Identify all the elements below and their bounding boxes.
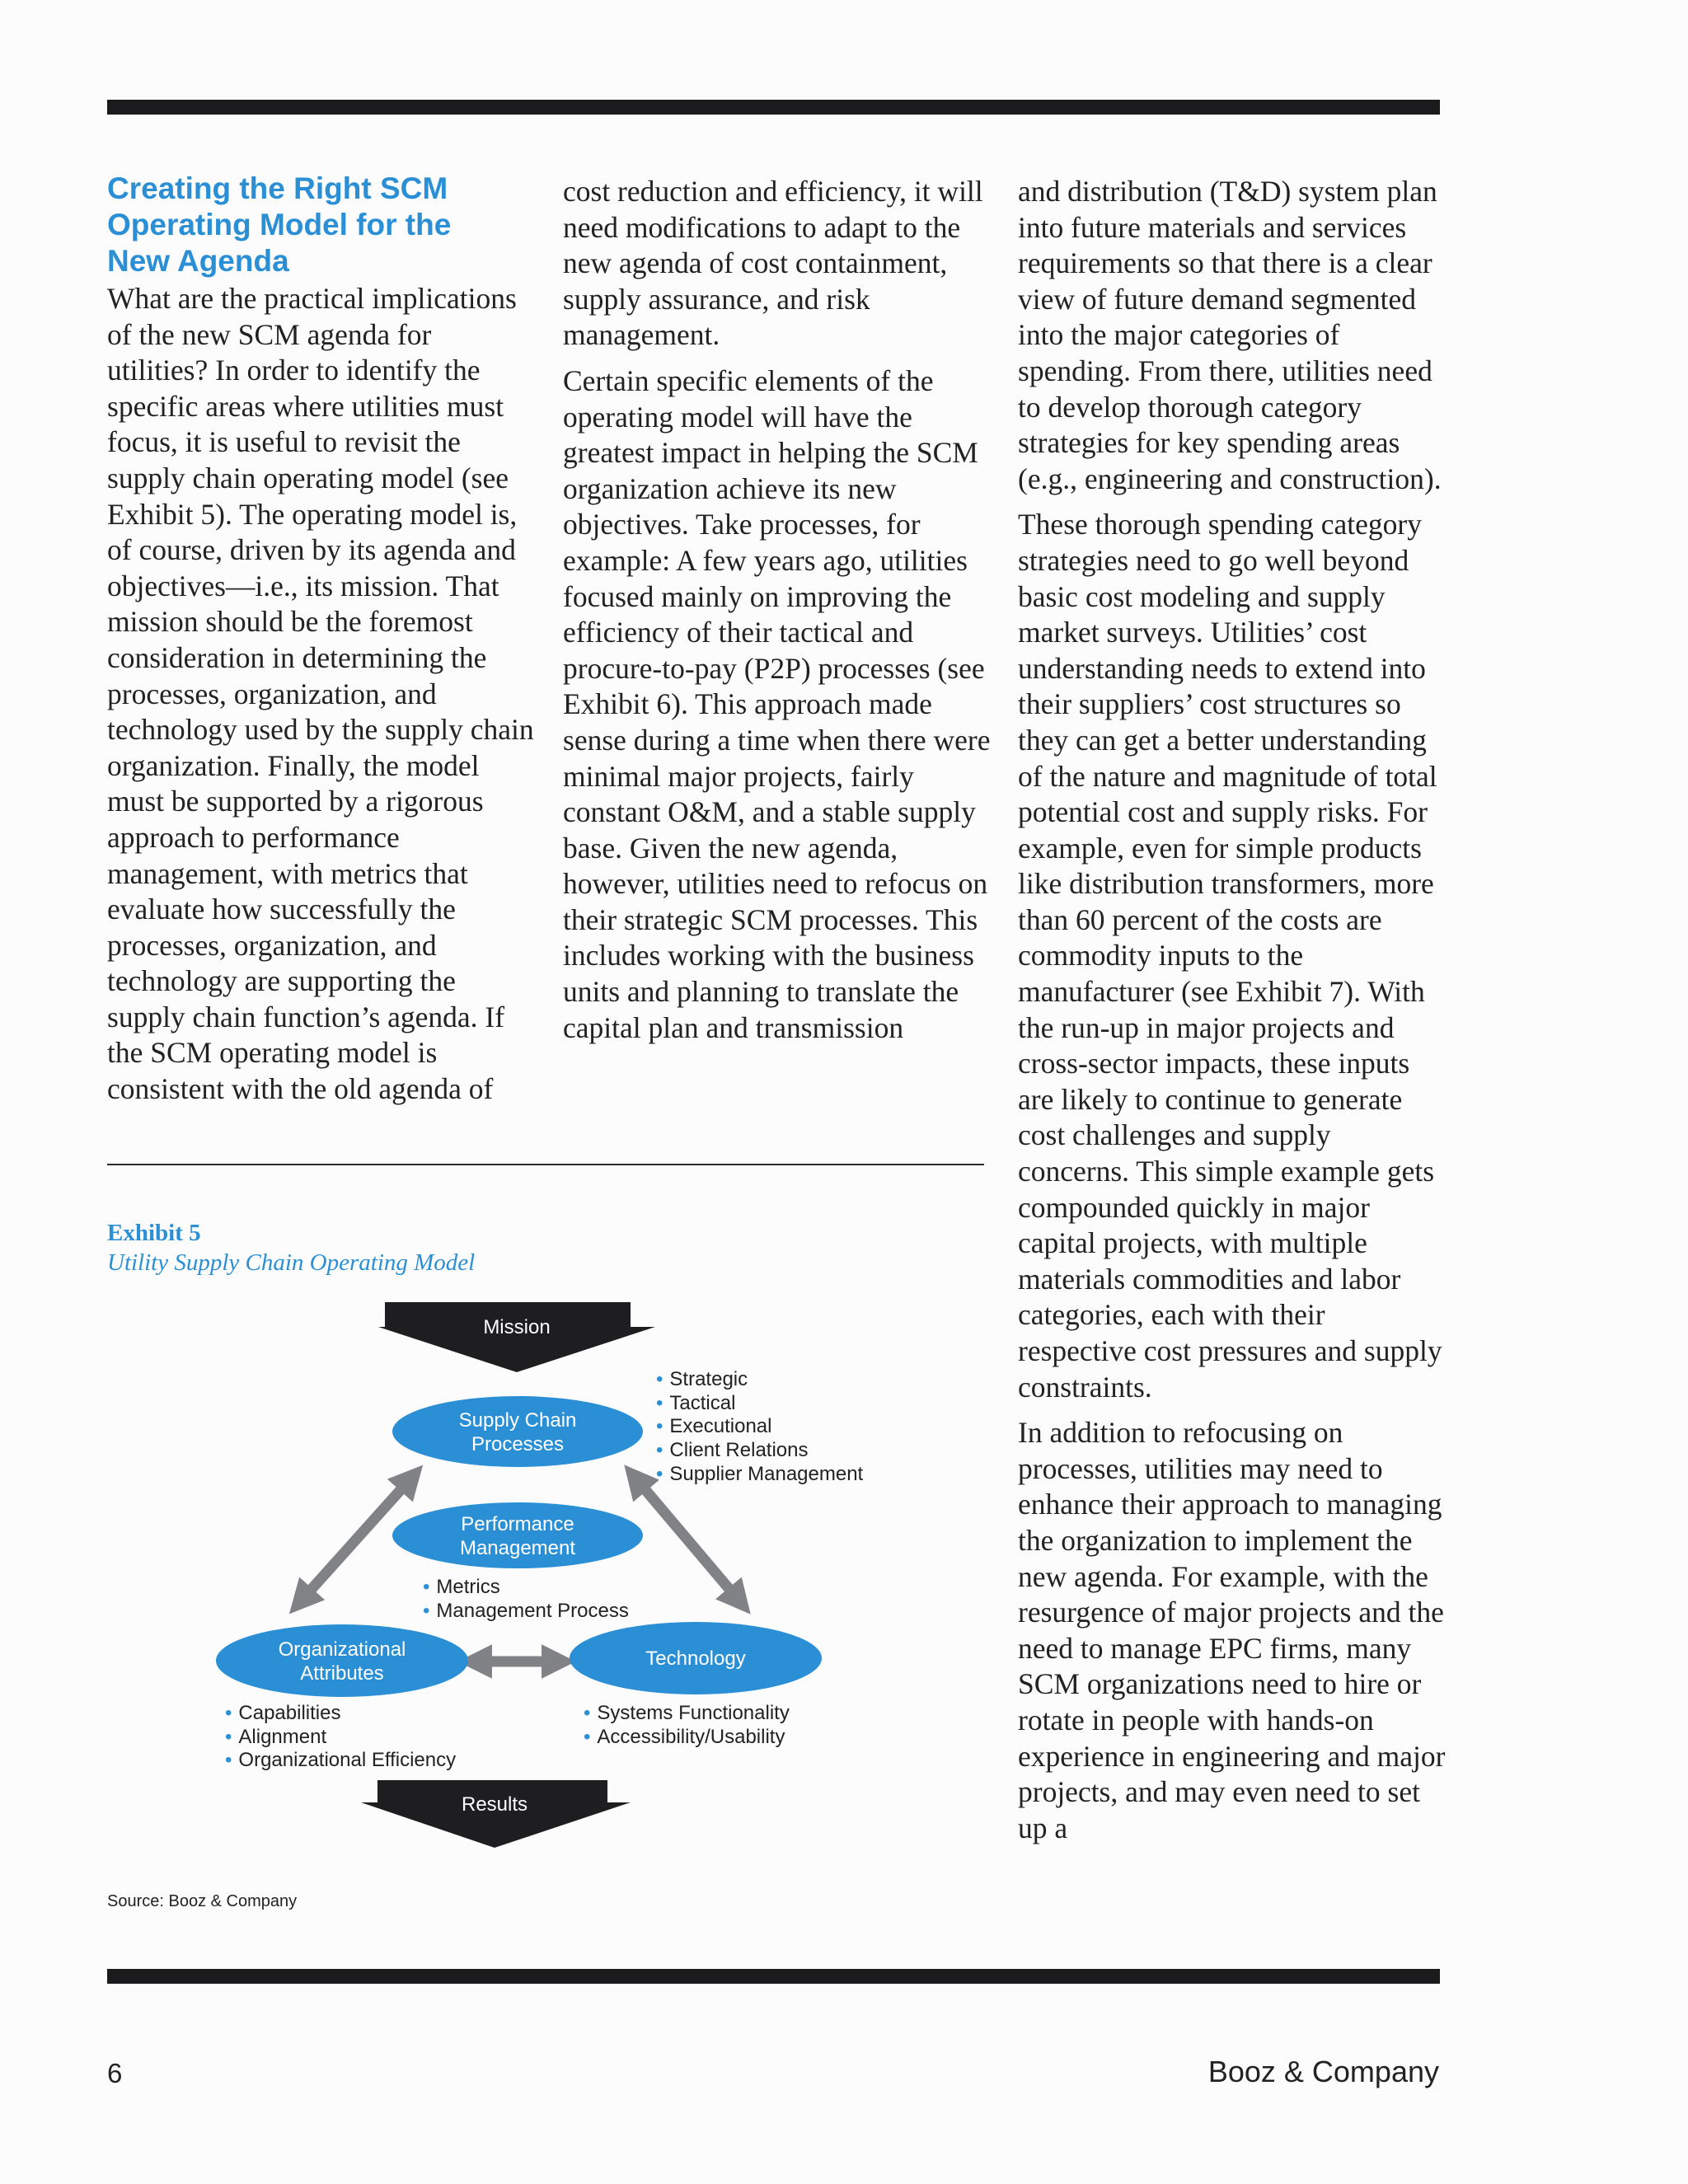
exhibit-source: Source: Booz & Company	[107, 1892, 298, 1910]
bullet-supplier-management: Supplier Management	[669, 1463, 864, 1485]
bullet-strategic: Strategic	[669, 1368, 748, 1390]
performance-label-line-2: Management	[459, 1537, 576, 1559]
heading-line-3: New Agenda	[107, 244, 289, 278]
body-paragraph: In addition to refocusing on processes, utilities may need to enhance their approach to managing the organization to implement the new agenda. For example, with the resurgence of major projects and the need to manage EPC firms, many SCM organizations need to hire or rotate in people with hands-on experience in engineering and major projects, and may even need to set up a	[1018, 1416, 1446, 1844]
organizational-attributes-node	[216, 1624, 468, 1697]
supply-chain-label-line-1: Supply Chain	[458, 1409, 577, 1432]
org-label-line-1: Organizational	[278, 1638, 406, 1661]
exhibit-title: Utility Supply Chain Operating Model	[107, 1249, 476, 1276]
body-paragraph: cost reduction and efficiency, it will need modifications to adapt to the new agenda of cost containment, supply assurance, and risk management.	[563, 175, 983, 352]
exhibit-divider	[107, 1164, 984, 1165]
bottom-rule	[107, 1969, 1440, 1984]
column-3	[1018, 174, 1447, 1846]
body-paragraph: and distribution (T&D) system plan into future materials and services requirements so that there is a clear view of future demand segmented into the major categories of spending. From there, utilities need to develop thorough category strategies for key spending areas (e.g., engineering and construction).	[1018, 175, 1442, 495]
body-paragraph: Certain specific elements of the operating model will have the greatest impact in helping the SCM organization achieve its new objectives. Take processes, for example: A few years ago, utilities focused mainly on improving the efficiency of their tactical and procure-to-pay (P2P) processes (see Exhibit 6). This approach made sense during a time when there were minimal major projects, fairly constant O&M, and a stable supply base. Given the new agenda, however, utilities need to refocus on their strategic SCM processes. This includes working with the business units and planning to translate the capital plan and transmission	[563, 363, 991, 1044]
bullet-capabilities: Capabilities	[238, 1702, 341, 1724]
mission-label: Mission	[483, 1316, 551, 1338]
bullet-client-relations: Client Relations	[669, 1439, 809, 1461]
top-rule	[107, 100, 1440, 115]
bullet-systems-functionality: Systems Functionality	[597, 1702, 790, 1724]
exhibit-label: Exhibit 5	[107, 1220, 201, 1246]
brand-name: Booz & Company	[1207, 2055, 1439, 2088]
heading-line-1: Creating the Right SCM	[107, 171, 448, 205]
org-bullet-list: • Capabilities • Alignment • Organizational Efficiency	[225, 1702, 457, 1771]
page-number: 6	[107, 2058, 123, 2088]
heading-line-2: Operating Model for the	[107, 208, 452, 241]
supply-chain-bullet-list: • Strategic • Tactical • Executional • Client Relations • Supplier Management	[656, 1368, 864, 1485]
bullet-tactical: Tactical	[669, 1392, 736, 1414]
body-paragraph: These thorough spending category strategies need to go well beyond basic cost modeling and supply market surveys. Utilities’ cost understanding needs to extend into their suppliers’ cost structures so they can get a better understanding of the nature and magnitude of total potential cost and supply risks. For example, even for simple products like distribution transformers, more than 60 percent of the costs are commodity inputs to the manufacturer (see Exhibit 7). With the run-up in major projects and cross-sector impacts, these inputs are likely to continue to generate cost challenges and supply concerns. This simple example gets compounded quickly in major capital projects, with multiple materials commodities and labor categories, each with their respective cost pressures and supply constraints.	[1018, 508, 1442, 1404]
supply-chain-label-line-2: Processes	[471, 1433, 565, 1455]
technology-label: Technology	[645, 1647, 746, 1670]
org-label-line-2: Attributes	[300, 1662, 384, 1685]
bullet-executional: Executional	[669, 1415, 772, 1437]
column-2	[563, 174, 992, 1046]
operating-model-diagram	[198, 1302, 923, 1863]
section-heading	[107, 171, 536, 279]
column-1	[107, 171, 536, 1108]
bullet-accessibility-usability: Accessibility/Usability	[597, 1726, 785, 1748]
bullet-alignment: Alignment	[238, 1726, 327, 1748]
performance-label-line-1: Performance	[461, 1513, 574, 1535]
bullet-organizational-efficiency: Organizational Efficiency	[238, 1749, 457, 1771]
bullet-management-process: Management Process	[436, 1600, 629, 1622]
arrow-supply-tech	[633, 1475, 742, 1604]
technology-bullet-list: • Systems Functionality • Accessibility/Usability	[584, 1702, 790, 1748]
performance-bullet-list: • Metrics • Management Process	[423, 1576, 629, 1622]
results-label: Results	[461, 1793, 528, 1816]
bullet-metrics: Metrics	[436, 1576, 500, 1598]
body-paragraph: What are the practical implications of the new SCM agenda for utilities? In order to identify the specific areas where utilities must focus, it is useful to revisit the supply chain operating model (see Exhibit 5). The operating model is, of course, driven by its agenda and objectives—i.e., its mission. That mission should be the foremost consideration in determining the processes, organization, and technology used by the supply chain organization. Finally, the model must be supported by a rigorous approach to performance management, with metrics that evaluate how successfully the processes, organization, and technology are supporting the supply chain function’s agenda. If the SCM operating model is consistent with the old agenda of	[107, 282, 534, 1106]
supply-chain-processes-node	[392, 1396, 643, 1467]
